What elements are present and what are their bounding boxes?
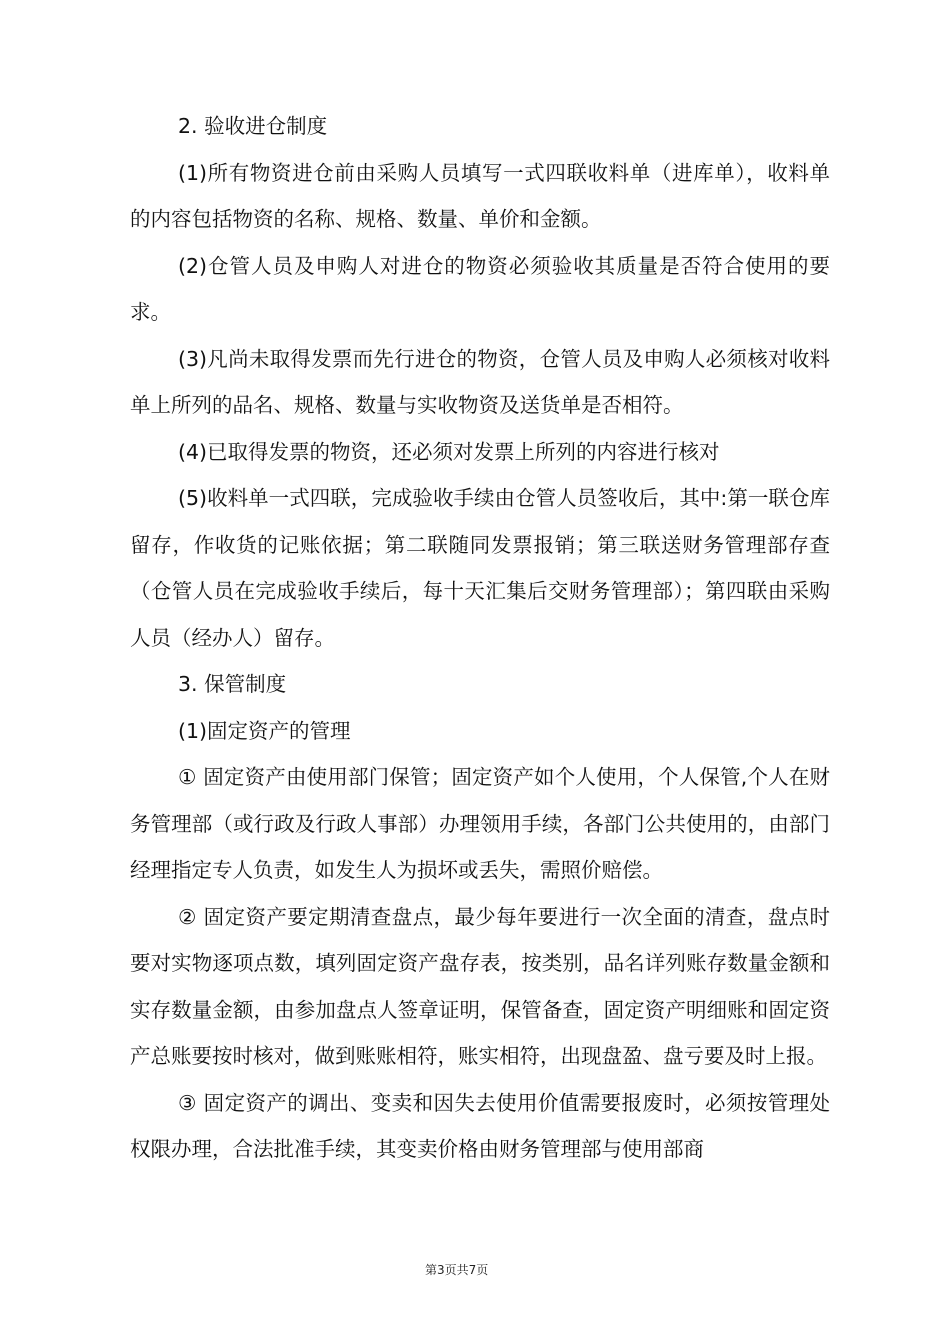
section-heading: 3. 保管制度 xyxy=(178,672,287,696)
paragraph: ③ 固定资产的调出、变卖和因失去使用价值需要报废时，必须按管理处权限办理，合法批准手续，其变卖价格由财务管理部与使用部商 xyxy=(130,1090,830,1161)
section-heading: 2. 验收进仓制度 xyxy=(178,114,328,138)
paragraph: ② 固定资产要定期清查盘点，最少每年要进行一次全面的清查，盘点时要对实物逐项点数，填列固定资产盘存表，按类别，品名详列账存数量金额和实存数量金额，由参加盘点人签章证明，保管备查，固定资产明细账和固定资产总账要按时核对，做到账账相符，账实相符，出现盘盈、盘亏要及时上报。 xyxy=(130,904,830,1068)
paragraph: (4)已取得发票的物资，还必须对发票上所列的内容进行核对 xyxy=(178,439,720,464)
paragraph: (2)仓管人员及申购人对进仓的物资必须验收其质量是否符合使用的要求。 xyxy=(130,253,830,324)
subsection-heading: (1)固定资产的管理 xyxy=(178,718,351,743)
paragraph: (1)所有物资进仓前由采购人员填写一式四联收料单（进库单），收料单的内容包括物资的名称、规格、数量、单价和金额。 xyxy=(130,160,830,231)
document-body xyxy=(130,103,830,1173)
paragraph: ① 固定资产由使用部门保管；固定资产如个人使用，个人保管,个人在财务管理部（或行政及行政人事部）办理领用手续，各部门公共使用的，由部门经理指定专人负责，如发生人为损坏或丢失，需照价赔偿。 xyxy=(130,765,830,882)
paragraph: (3)凡尚未取得发票而先行进仓的物资，仓管人员及申购人必须核对收料单上所列的品名、规格、数量与实收物资及送货单是否相符。 xyxy=(130,346,830,417)
paragraph: (5)收料单一式四联，完成验收手续由仓管人员签收后，其中:第一联仓库留存，作收货的记账依据；第二联随同发票报销；第三联送财务管理部存查（仓管人员在完成验收手续后，每十天汇集后交财务管理部）；第四联由采购人员（经办人）留存。 xyxy=(130,486,830,650)
page-number: 第3页共7页 xyxy=(425,1263,489,1277)
